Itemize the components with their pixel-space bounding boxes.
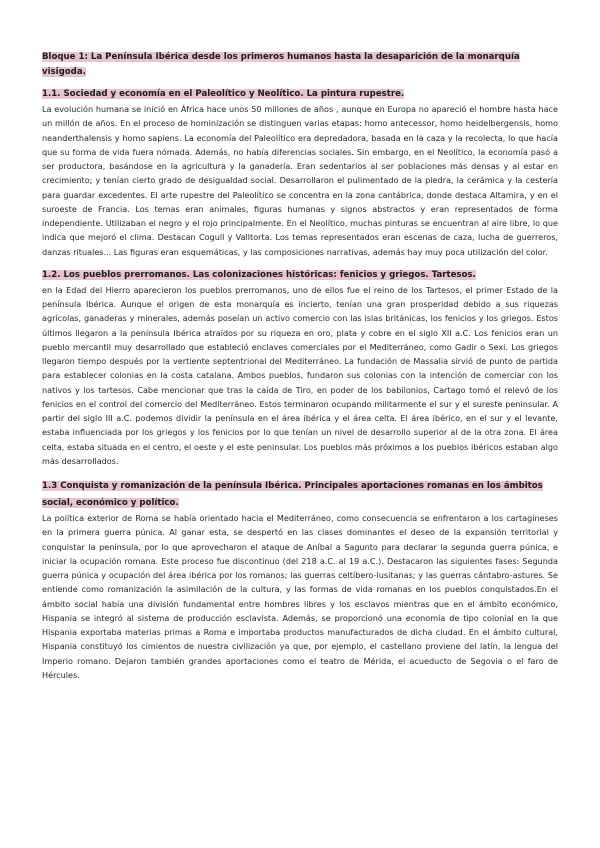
section-body: en la Edad del Hierro aparecieron los pueblos prerromanos, uno de ellos fue el reino de los Tartesos, el primer Estado de la península Ibérica. Aunque el origen de esta monarquía es incierto, tenían una gran prosperidad debido a sus riquezas agrícolas, ganaderas y minerales, además poseían un activo comercio con las islas británicas, los fenicios y los griegos. Estos últimos llegaron a la península Ibérica atraídos por su riqueza en oro, plata y cobre en el siglo XII a.C. Los fenicios eran un pueblo mercantil muy desarrollado que estableció enclaves comerciales por el Mediterráneo, como Gadir o Sexi. Los griegos llegaron tiempo después por la vertiente septentrional del Mediterráneo. La fundación de Massalia sirvió de punto de partida para establecer colonias en la costa catalana. Ambos pueblos, fundaron sus colonias con la intención de comerciar con los nativos y los tartesos. Cabe mencionar que tras la caída de Tiro, en poder de los babilonios, Cartago tomó el relevó de los fenicios en el control del comercio del Mediterráneo. Estos terminaron ocupando militarmente el sur y el sureste peninsular. A partir del siglo III a.C. podemos dividir la península en el área ibérica y el área celta. El área ibérico, en el sur y el levante, estaba influenciada por los griegos y los fenicios por lo que tenían un nivel de desarrollo superior al de la otra zona. El área celta, estaba situada en el centro, el oeste y el este peninsular. Los pueblos más próximos a los pueblos ibéricos estaban algo más desarrollados. [42,284,558,466]
section-heading-wrap [42,84,558,101]
section-heading: 1.2. Los pueblos prerromanos. Las colonizaciones históricas: fenicios y griegos. Tartesos. [42,269,476,280]
section-paleolithic-neolithic [42,84,558,259]
section-pre-roman-peoples [42,265,558,468]
block-title-wrap [42,48,558,78]
block-title: Bloque 1: La Península Ibérica desde los primeros humanos hasta la desaparición de la monarquía visigoda. [42,52,520,77]
section-heading: 1.3 Conquista y romanización de la península Ibérica. Principales aportaciones romanas en los ámbitos social, económico y político. [42,481,543,508]
section-body: La política exterior de Roma se había orientado hacia el Mediterráneo, como consecuencia se enfrentaron a los cartagineses en la primera guerra púnica. Al ganar esta, se despertó en las clases dominantes el deseo de la expansión territorial y conquistar la península, por lo que aprovecharon el ataque de Aníbal a Sagunto para declarar la segunda guerra púnica, e iniciar la ocupación romana. Este proceso fue discontinuo (del 218 a.C. al 19 a.C.). Destacaron las siguientes fases: Segunda guerra púnica y ocupación del área ibérica por los romanos; las guerras celtíbero-lusitanas; y las guerras cántabro-astures. Se entiende como romanización la asimilación de la cultura, y las formas de vida romanas en los pueblos conquistados.En el ámbito social había una división fundamental entre hombres libres y los esclavos mientras que en el ámbito económico, Hispania se integró al sistema de producción esclavista. Además, se proporcionó una economía de tipo colonial en la que Hispania exportaba materias primas a Roma e importaba productos manufacturados de dicha ciudad. En el ámbito cultural, Hispania constituyó los cimientos de nuestra civilización ya que, por ejemplo, el castellano proviene del latín, la lengua del Imperio romano. Dejaron también grandes aportaciones como el teatro de Mérida, el acueducto de Segovia o el faro de Hércules. [42,513,558,680]
section-roman-conquest [42,476,558,682]
section-heading-wrap [42,476,558,510]
section-heading: 1.1. Sociedad y economía en el Paleolítico y Neolítico. La pintura rupestre. [42,89,405,99]
section-heading-wrap [42,265,558,282]
section-body: La evolución humana se inició en África hace unos 50 millones de años , aunque en Europa no apareció el hombre hasta hace un millón de años. En el proceso de hominización se distinguen varias etapas: homo antecessor, homo heidelbergensis, homo neanderthalensis y homo sapiens. La economía del Paleolítico era depredadora, basada en la caza y la recolecta, lo que hacía que su forma de vida fuera nómada. Además, no había diferencias sociales. Sin embargo, en el Neolítico, la economía pasó a ser productora, basándose en la agricultura y la ganadería. Eran sedentarios al ser poblaciones más densas y al estar en crecimiento; y tenían cierto grado de desigualdad social. Desarrollaron el pulimentado de la piedra, la cerámica y la cestería para guardar excedentes. El arte rupestre del Paleolítico se concentra en la zona cantábrica, donde destaca Altamira, y en el suroeste de Francia. Los temas eran animales, figuras humanas y signos abstractos y eran representados de forma independiente. Utilizaban el negro y el rojo principalmente. En el Neolítico, muchas pinturas se encuentran al aire libre, lo que indica que mejoró el clima. Destacan Cogull y Valltorta. Los temas representados eran escenas de caza, lucha de guerreros, danzas rituales... Las figuras eran esquemáticas, y las composiciones narrativas, además hay muy poca utilización del color. [42,104,558,257]
